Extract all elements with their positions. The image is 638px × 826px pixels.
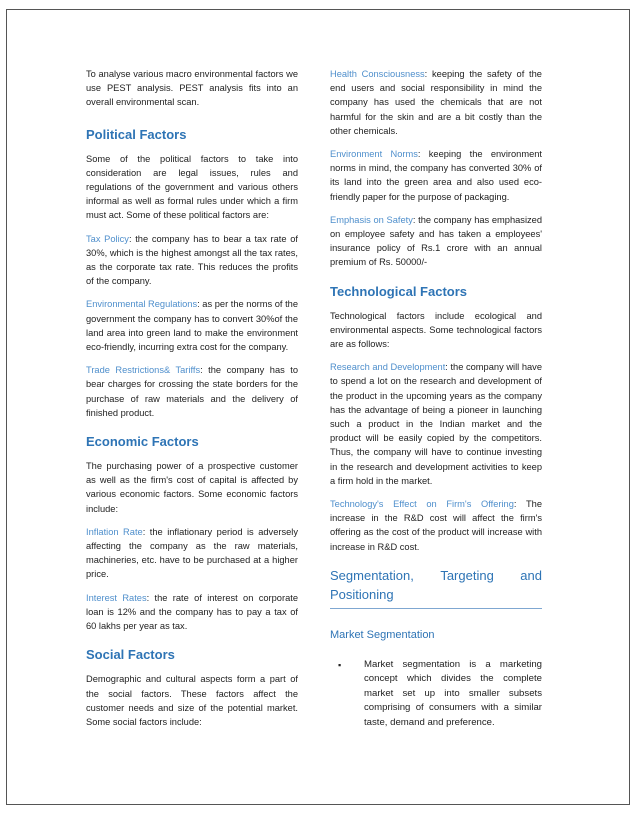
economic-item — [86, 591, 298, 634]
item-text: : as per the norms of the government the company has to convert 30%of the land area into green land to make the environment eco-friendly, incurring extra cost for the company. — [86, 299, 298, 353]
list-item — [338, 658, 542, 731]
left-column — [86, 67, 298, 738]
technological-intro: Technological factors include ecological and environmental aspects. Some technological factors are as follows: — [330, 310, 542, 350]
item-lead: Emphasis on Safety — [330, 214, 413, 225]
item-text: : the company will have to spend a lot on the research and development of the product in the upcoming years as the company has the advantage of being a pioneer in launching such a product in the Indian market and the product will be easily copied by the competitors. Thus, the company will have to continue investing in the research and development activities to keep a firm hold in the market. — [330, 362, 542, 486]
market-segmentation-subheading: Market Segmentation — [330, 628, 435, 641]
technological-item — [330, 497, 542, 554]
social-item — [330, 67, 542, 138]
intro-paragraph: To analyse various macro environmental factors we use PEST analysis. PEST analysis fits into an overall environmental scan. — [86, 69, 298, 108]
item-lead: Environmental Regulations — [86, 299, 198, 310]
segmentation-list — [330, 658, 542, 731]
social-item — [330, 147, 542, 204]
political-item — [86, 297, 298, 354]
social-heading: Social Factors — [86, 647, 175, 663]
stp-heading-line2: Positioning — [330, 586, 394, 602]
political-item — [86, 363, 298, 420]
item-lead: Technology's Effect on Firm's Offering — [330, 499, 514, 510]
item-lead: Interest Rates — [86, 592, 147, 603]
item-text: : the inflationary period is adversely affecting the company as the raw materials, machineries, etc. have to be purchased at a higher price. — [86, 526, 298, 580]
social-intro: Demographic and cultural aspects form a part of the social factors. These factors affect the customer needs and size of the potential market. Some social factors include: — [86, 674, 298, 727]
stp-heading — [330, 566, 542, 609]
social-item — [330, 213, 542, 270]
technological-heading: Technological Factors — [330, 283, 468, 299]
item-lead: Environment Norms — [330, 149, 418, 160]
item-lead: Trade Restrictions& Tariffs — [86, 365, 201, 376]
stp-heading-word: Segmentation, — [330, 567, 414, 583]
right-column — [330, 67, 542, 730]
item-text: : the company has emphasized on employee safety and has taken a employees' insurance policy of Rs.1 crore with an annual premium of Rs. 50000/- — [330, 214, 543, 268]
political-heading: Political Factors — [86, 126, 187, 142]
list-item-text: Market segmentation is a marketing concept which divides the complete market set up into smaller subsets comprising of consumers with a similar taste, demand and preference. — [364, 658, 542, 728]
item-text: : keeping the safety of the end users and social responsibility in mind the company has used the chemicals that are not harmful for the skin and are a bit costly than the other chemicals. — [330, 69, 542, 136]
economic-item — [86, 525, 298, 582]
item-text: : the company has to bear charges for crossing the state borders for the purchase of raw materials and the delivery of finished product. — [86, 365, 298, 418]
stp-heading-word: Targeting — [440, 567, 494, 583]
economic-heading: Economic Factors — [86, 434, 199, 450]
item-text: : the company has to bear a tax rate of 30%, which is the highest amongst all the tax rates, as the corporate tax rate. This reduces the profits of the company. — [86, 233, 298, 287]
item-lead: Inflation Rate — [86, 526, 143, 537]
political-item — [86, 232, 298, 289]
economic-intro: The purchasing power of a prospective customer as well as the firm's cost of capital is affected by various economic factors. Some economic factors include: — [86, 461, 298, 514]
square-bullet-icon: ▪ — [338, 659, 342, 670]
item-lead: Research and Development — [330, 362, 446, 373]
political-intro: Some of the political factors to take into consideration are legal issues, rules and regulations of the government and various others informal as well as formal rules under which a firm must act. Some of these political factors are: — [86, 153, 298, 221]
item-text: : The increase in the R&D cost will affect the firm's offering as the cost of the product will increase with increase in R&D cost. — [330, 499, 542, 552]
item-lead: Health Consciousness — [330, 69, 425, 79]
technological-item — [330, 360, 542, 488]
item-text: : keeping the environment norms in mind, the company has converted 30% of its land into the green area and also used eco- friendly paper for the purpose of packaging. — [330, 149, 543, 202]
item-lead: Tax Policy — [86, 233, 129, 244]
stp-heading-word: and — [520, 567, 542, 583]
item-text: : the rate of interest on corporate loan is 12% and the company has to pay a tax of 60 lakhs per year as tax. — [86, 592, 298, 632]
